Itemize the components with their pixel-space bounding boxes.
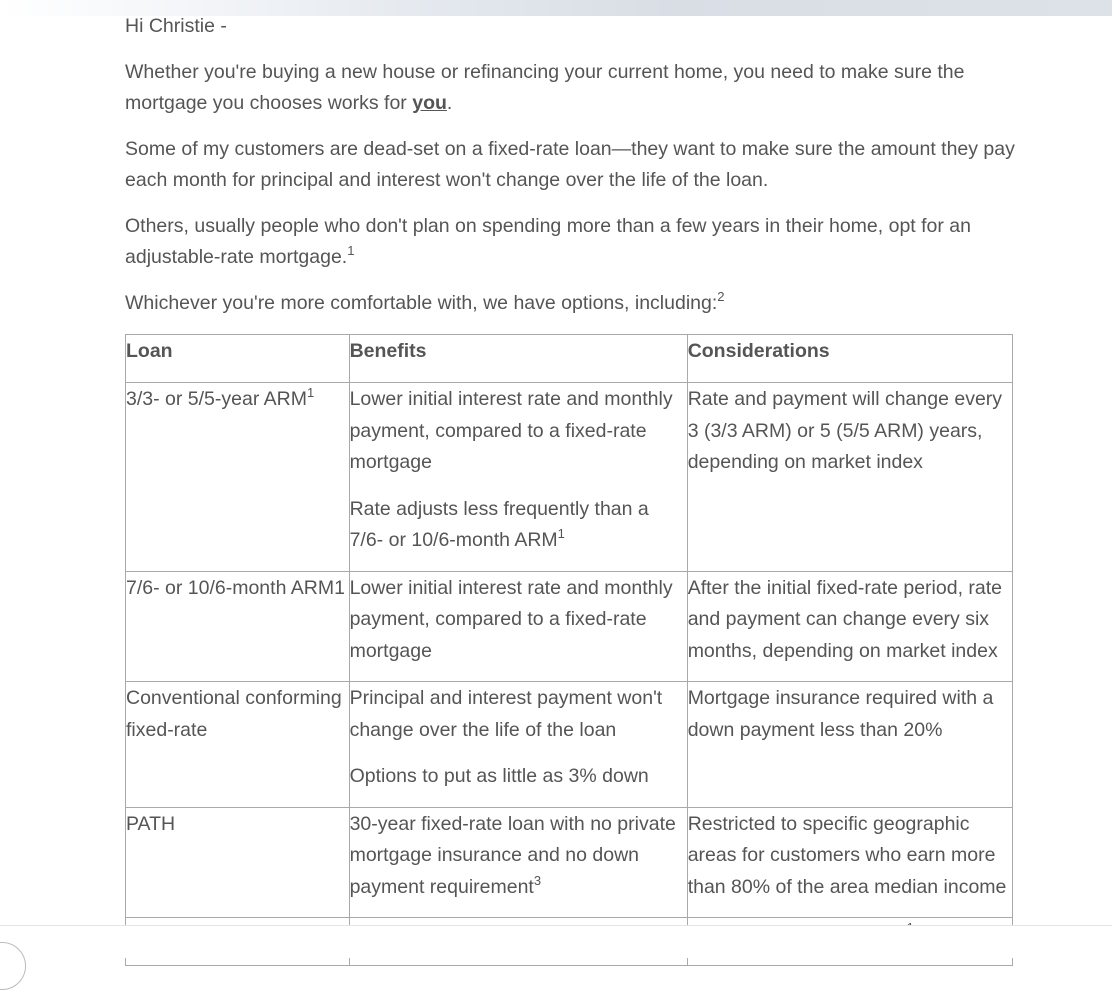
footnote-ref[interactable]: 1 [347, 243, 355, 258]
bottom-toolbar [0, 925, 1112, 958]
benefit-text: Principal and interest payment won't change over the life of the loan [349, 687, 663, 741]
loan-name: 3/3- or 5/5-year ARM [126, 388, 307, 410]
benefit-text-2: Options to put as little as 3% down [349, 765, 649, 787]
table-header-row [126, 335, 1013, 383]
options-text: Whichever you're more comfortable with, we have options, including: [125, 292, 718, 314]
table-row [126, 571, 1013, 682]
fixed-rate-paragraph: Some of my customers are dead-set on a fixed-rate loan—they want to make sure the amount they pay each month for principal and interest won't change over the life of the loan. [125, 138, 1015, 191]
table-row [126, 682, 1013, 808]
considerations-cell: Mortgage insurance required with a down payment less than 20% [687, 682, 1012, 808]
footnote-ref[interactable]: 1 [557, 526, 565, 541]
benefits-cell: Lower initial interest rate and monthly payment, compared to a fixed-rate mortgage [349, 571, 687, 682]
table-row [126, 807, 1013, 918]
benefits-cell [349, 383, 687, 572]
intro-period: . [446, 92, 453, 114]
benefits-cell [349, 682, 687, 808]
email-body [125, 11, 1015, 966]
benefits-cell [349, 807, 687, 918]
intro-paragraph [125, 57, 1015, 119]
header-loan: Loan [126, 335, 350, 383]
intro-text: Whether you're buying a new house or refinancing your current home, you need to make sure the mortgage you chooses works for [125, 61, 965, 114]
considerations-cell: After the initial fixed-rate period, rate and payment can change every six months, depending on market index [687, 571, 1012, 682]
benefit-text-2 [350, 494, 687, 557]
loan-cell: 7/6- or 10/6-month ARM1 [126, 571, 350, 682]
footnote-ref[interactable]: 2 [717, 289, 725, 304]
loan-cell: PATH [126, 807, 350, 918]
adjustable-rate-paragraph [125, 211, 1015, 273]
adjustable-rate-text: Others, usually people who don't plan on spending more than a few years in their home, opt for an adjustable-rate mortgage. [125, 215, 971, 268]
benefit-text: Rate adjusts less frequently than a 7/6- or 10/6-month ARM [349, 497, 649, 551]
considerations-cell: Rate and payment will change every 3 (3/3 ARM) or 5 (5/5 ARM) years, depending on market index [687, 383, 1012, 572]
emphasis-you: you [412, 92, 447, 114]
table-row [126, 383, 1013, 572]
header-benefits: Benefits [349, 335, 687, 383]
loan-cell: Conventional conforming fixed-rate [126, 682, 350, 808]
loan-options-table [125, 334, 1013, 966]
benefit-text: 30-year fixed-rate loan with no private mortgage insurance and no down payment requirement [349, 812, 676, 898]
footnote-ref[interactable]: 3 [533, 872, 542, 888]
header-considerations: Considerations [687, 335, 1012, 383]
benefit-text: Lower initial interest rate and monthly payment, compared to a fixed-rate mortgage [349, 388, 673, 473]
footnote-ref[interactable]: 1 [306, 385, 315, 400]
greeting: Hi Christie - [125, 15, 227, 37]
options-paragraph [125, 288, 1015, 319]
considerations-cell: Restricted to specific geographic areas for customers who earn more than 80% of the area median income [687, 807, 1012, 918]
loan-cell [126, 383, 350, 572]
